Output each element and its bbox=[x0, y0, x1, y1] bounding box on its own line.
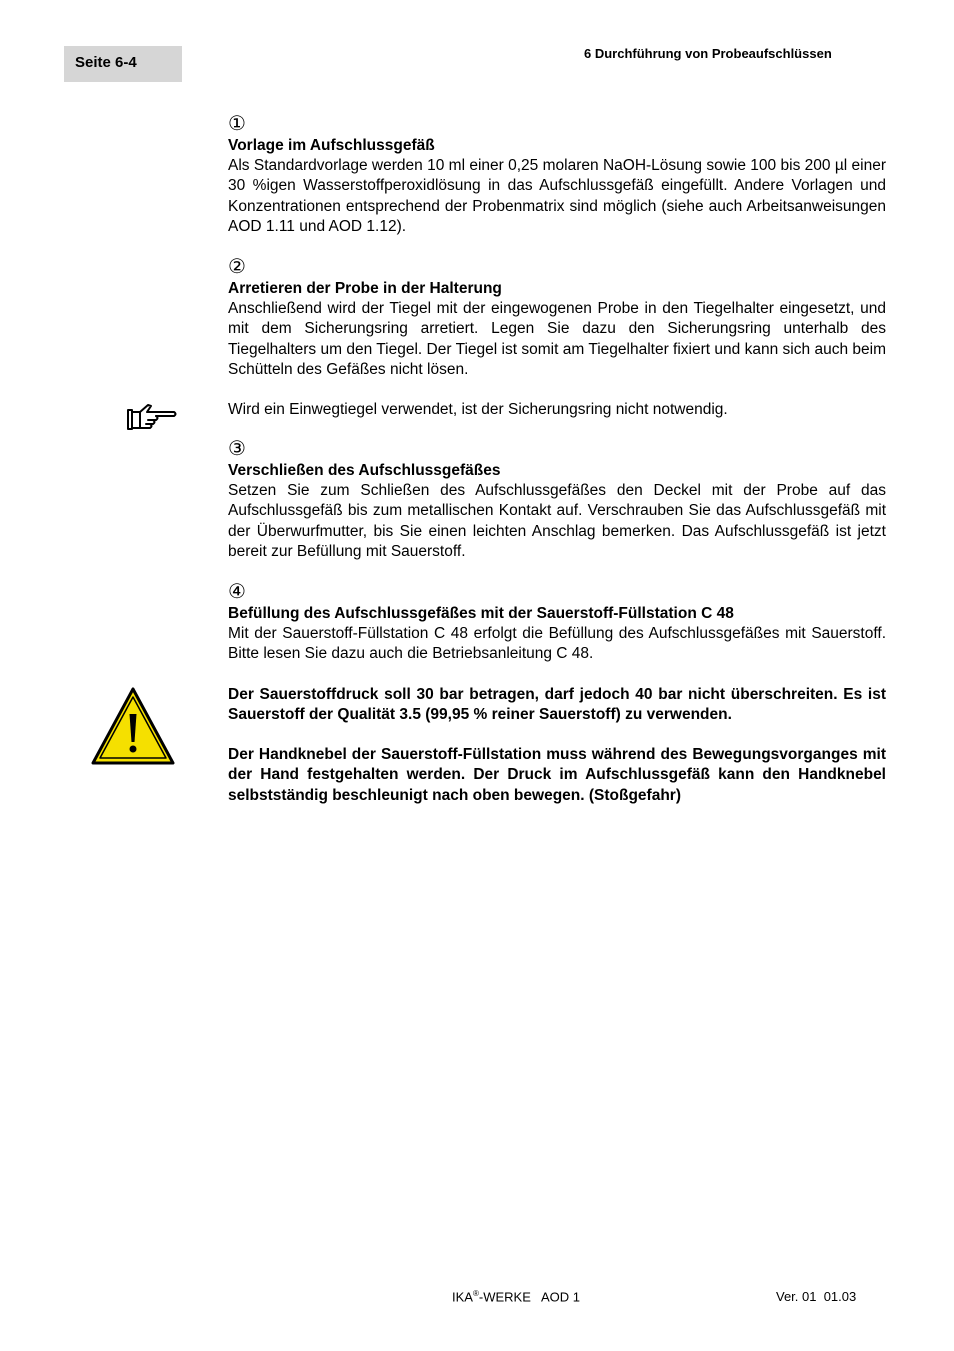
section-2 bbox=[228, 255, 886, 381]
section-text-3: Setzen Sie zum Schließen des Aufschlussgefäßes den Deckel mit der Probe auf das Aufschlussgefäß bis zum metallischen Kontakt auf. Verschrauben Sie das Aufschlussgefäß mit der Überwurfmutter, bis Sie einen leichten Anschlag bemerken. Das Aufschlussgefäß ist jetzt bereit zur Befüllung mit Sauerstoff. bbox=[228, 482, 886, 561]
section-title-1: Vorlage im Aufschlussgefäß bbox=[228, 137, 435, 154]
page-number-tab bbox=[64, 46, 182, 82]
footer-brand: IKA bbox=[452, 1289, 473, 1305]
section-text-2: Anschließend wird der Tiegel mit der eingewogenen Probe in den Tiegelhalter eingesetzt, und mit dem Sicherungsring arretiert. Legen Sie dazu den Sicherungsring unterhalb des Tiegelhalters um den Tiegel. Der Tiegel ist somit am Tiegelhalter fixiert und kann sich auch beim Schütteln des Gefäßes nicht lösen. bbox=[228, 300, 886, 379]
warning-text-1: Der Sauerstoffdruck soll 30 bar betragen, darf jedoch 40 bar nicht überschreiten. Es ist Sauerstoff der Qualität 3.5 (99,95 % reiner Sauerstoff) zu verwenden. bbox=[228, 686, 886, 724]
section-text-4: Mit der Sauerstoff-Füllstation C 48 erfolgt die Befüllung des Aufschlussgefäßes mit Sauerstoff. Bitte lesen Sie dazu auch die Betriebsanleitung C 48. bbox=[228, 625, 886, 663]
footer-doc: -WERKE AOD 1 bbox=[478, 1289, 581, 1305]
warning-text-2: Der Handknebel der Sauerstoff-Füllstation muss während des Bewegungsvorganges mit der Hand festgehalten werden. Der Druck im Aufschlussgefäß kann den Handknebel selbstständig beschleunigt nach oben bewegen. (Stoßgefahr) bbox=[228, 745, 886, 804]
pointing-hand-icon bbox=[126, 402, 178, 432]
page-label: Seite 6-4 bbox=[75, 54, 137, 71]
section-1 bbox=[228, 112, 886, 238]
section-title-2: Arretieren der Probe in der Halterung bbox=[228, 280, 502, 297]
chapter-title: 6 Durchführung von Probeaufschlüssen bbox=[584, 46, 832, 61]
section-text-1: Als Standardvorlage werden 10 ml einer 0,25 molaren NaOH-Lösung sowie 100 bis 200 µl einer 30 %igen Wasserstoffperoxidlösung in das Aufschlussgefäß eingefüllt. Andere Vorlagen und Konzentrationen entsprechend der Probenmatrix sind möglich (siehe auch Arbeitsanweisungen AOD 1.11 und AOD 1.12). bbox=[228, 157, 886, 236]
section-4 bbox=[228, 580, 886, 665]
section-title-3: Verschließen des Aufschlussgefäßes bbox=[228, 462, 501, 479]
footer-version: Ver. 01 01.03 bbox=[776, 1289, 857, 1304]
registered-mark: ® bbox=[472, 1289, 479, 1298]
warning bbox=[228, 685, 886, 806]
step-number-2: ② bbox=[228, 254, 246, 278]
note bbox=[228, 400, 886, 420]
step-number-1: ① bbox=[228, 111, 246, 135]
section-3 bbox=[228, 437, 886, 563]
footer-document bbox=[452, 1289, 580, 1304]
section-title-4: Befüllung des Aufschlussgefäßes mit der Sauerstoff-Füllstation C 48 bbox=[228, 605, 734, 622]
note-text: Wird ein Einwegtiegel verwendet, ist der Sicherungsring nicht notwendig. bbox=[228, 401, 728, 418]
warning-triangle-icon bbox=[90, 686, 176, 766]
step-number-4: ④ bbox=[228, 579, 246, 603]
step-number-3: ③ bbox=[228, 436, 246, 460]
